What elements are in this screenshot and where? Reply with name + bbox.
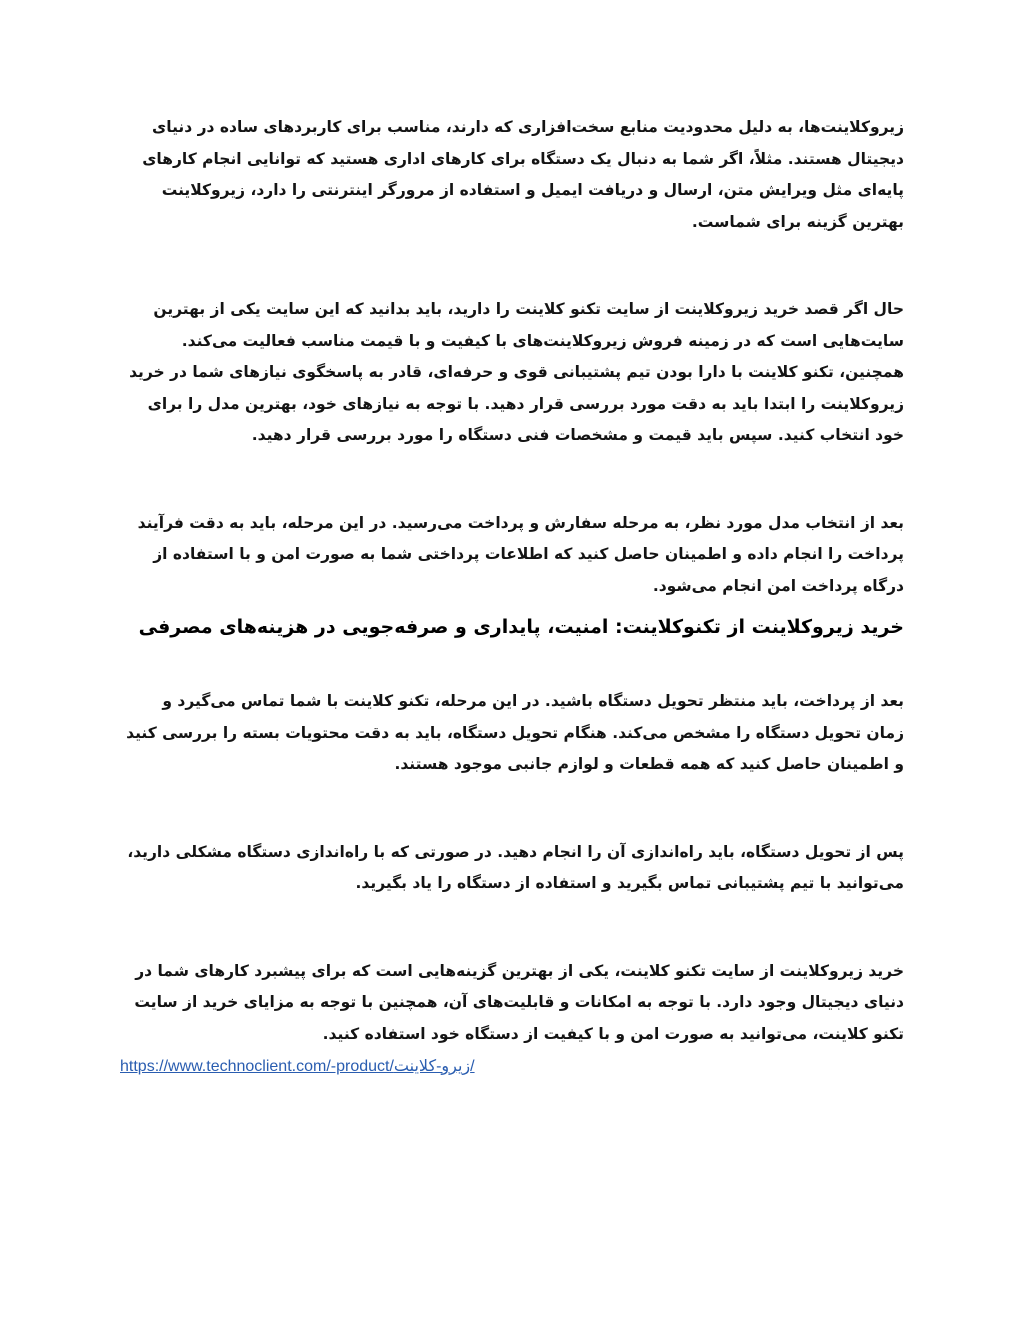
product-link[interactable]: https://www.technoclient.com/-product/زیرو-کلاینت/ xyxy=(120,1058,475,1075)
paragraph-setup: پس از تحویل دستگاه، باید راه‌اندازی آن را انجام دهید. در صورتی که با راه‌اندازی دستگاه مشکلی دارید، می‌توانید با تیم پشتیبانی تماس بگیرید و استفاده از دستگاه را یاد بگیرید. xyxy=(127,842,904,892)
spacer xyxy=(120,900,904,956)
spacer xyxy=(120,602,904,612)
paragraph-intro: زیروکلاینت‌ها، به دلیل محدودیت منابع سخت‌افزاری که دارند، مناسب برای کاربردهای ساده در دنیای دیجیتال هستند. مثلاً، اگر شما به دنبال یک دستگاه برای کارهای اداری هستید که توانایی انجام کارهای پایه‌ای مثل ویرایش متن، ارسال و دریافت ایمیل و استفاده از مرورگر اینترنتی را دارد، زیروکلاینت بهترین گزینه برای شماست. xyxy=(142,118,904,231)
spacer xyxy=(120,452,904,508)
paragraph-delivery: بعد از پرداخت، باید منتظر تحویل دستگاه باشید. در این مرحله، تکنو کلاینت با شما تماس می‌گیرد و زمان تحویل دستگاه را مشخص می‌کند. هنگام تحویل دستگاه، باید به دقت محتویات بسته را بررسی کنید و اطمینان حاصل کنید که همه قطعات و لوازم جانبی موجود هستند. xyxy=(126,692,904,773)
paragraph-purchase: حال اگر قصد خرید زیروکلاینت از سایت تکنو کلاینت را دارید، باید بدانید که این سایت یکی از بهترین سایت‌هایی است که در زمینه فروش زیروکلاینت‌های با کیفیت و با قیمت مناسب فعالیت می‌کند. همچنین، تکنو کلاینت با دارا بودن تیم پشتیبانی قوی و حرفه‌ای، قادر به پاسخگوی نیازهای شما در خرید زیروکلاینت را ابتدا باید به دقت مورد بررسی قرار دهید. با توجه به نیازهای خود، بهترین مدل را برای خود انتخاب کنید. سپس باید قیمت و مشخصات فنی دستگاه را مورد بررسی قرار دهید. xyxy=(129,300,904,444)
spacer xyxy=(120,781,904,837)
section-heading: خرید زیروکلاینت از تکنوکلاینت: امنیت، پایداری و صرفه‌جویی در هزینه‌های مصرفی xyxy=(138,616,904,638)
document-body xyxy=(120,112,904,1050)
spacer xyxy=(120,238,904,294)
paragraph-conclusion: خرید زیروکلاینت از سایت تکنو کلاینت، یکی از بهترین گزینه‌هایی است که برای پیشبرد کارهای شما در دنیای دیجیتال وجود دارد. با توجه به امکانات و قابلیت‌های آن، همچنین با توجه به مزایای خرید از سایت تکنو کلاینت، می‌توانید به صورت امن و با کیفیت از دستگاه خود استفاده کنید. xyxy=(134,961,904,1043)
paragraph-payment: بعد از انتخاب مدل مورد نظر، به مرحله سفارش و پرداخت می‌رسید. در این مرحله، باید به دقت فرآیند پرداخت را انجام داده و اطمینان حاصل کنید که اطلاعات پرداختی شما به صورت امن و با استفاده از درگاه پرداخت امن انجام می‌شود. xyxy=(137,513,904,595)
spacer xyxy=(120,642,904,686)
link-container xyxy=(120,1056,475,1076)
